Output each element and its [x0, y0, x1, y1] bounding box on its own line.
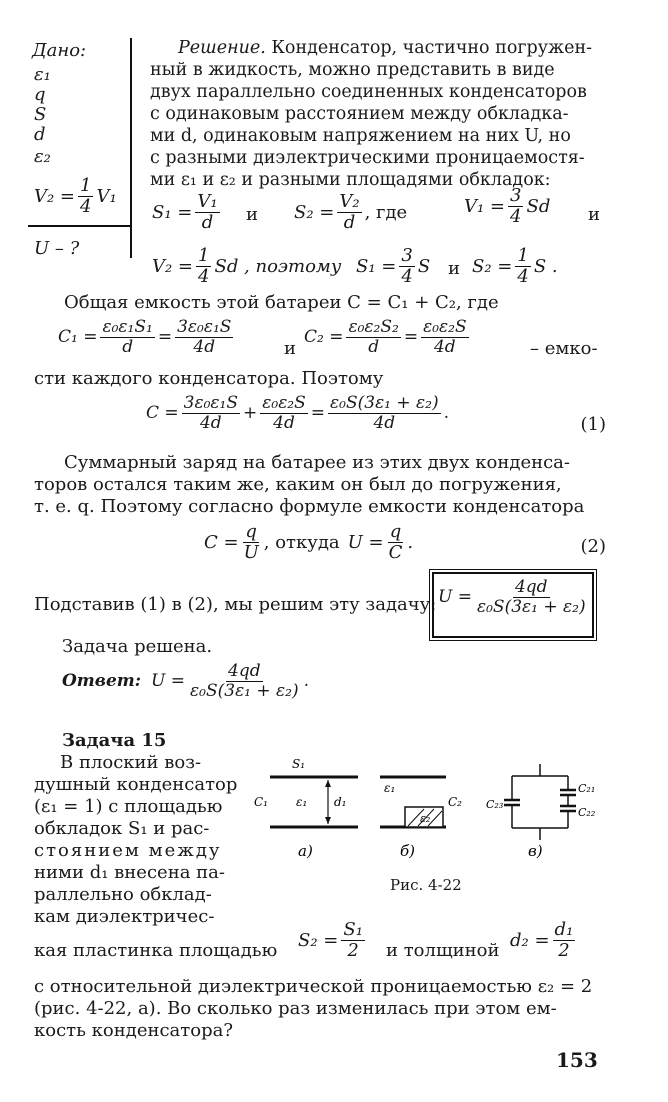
a-s1-label: S₁	[292, 757, 306, 771]
given-item: q	[34, 84, 46, 105]
solution-line-4: с одинаковым расстоянием между обкладка-	[150, 104, 569, 124]
given-header: Дано:	[32, 40, 87, 61]
figure-c	[486, 764, 595, 860]
a-c1-label: C₁	[254, 795, 268, 809]
task-line: (ε₁ = 1) с площадью	[34, 796, 223, 817]
result-line: Подставив (1) в (2), мы решим эту задачу:	[34, 594, 437, 615]
figure-caption: Рис. 4-22	[390, 876, 462, 894]
formula-v1: V₁ = $\frac{3}{4}$ Sd	[464, 185, 551, 227]
c-c21-label: C₂₁	[578, 782, 596, 795]
page-number: 153	[556, 1048, 598, 1072]
formula-c1: C₁ = $\frac{\text{ε₀ε₁S₁}}{d}$ = $\frac{\text{3ε₀ε₁S}}{4d}$	[58, 317, 232, 357]
task-line: кам диэлектричес-	[34, 906, 215, 927]
result-formula: U = $\frac{4qd}{\text{ε₀S(3ε₁ + ε₂)}}$	[438, 577, 586, 617]
solution-line-5: ми d, одинаковым напряжением на них U, но	[150, 126, 571, 146]
formula-d2-task: d₂ = $\frac{\text{d₁}}{2}$	[510, 919, 574, 961]
formula-s2-task: S₂ = $\frac{\text{S₁}}{2}$	[298, 919, 363, 961]
solution-line-3: двух параллельно соединенных конденсаторов	[150, 82, 587, 102]
charge-line-1: Суммарный заряд на батарее из этих двух конденса-	[64, 452, 570, 473]
solution-line-1: Решение. Конденсатор, частично погружен-	[178, 38, 593, 58]
formula-c2: C₂ = $\frac{\text{ε₀ε₂S₂}}{d}$ = $\frac{\text{ε₀ε₂S}}{4d}$	[304, 317, 467, 357]
given-item: d	[34, 124, 46, 145]
formula-c-total: C = $\frac{\text{3ε₀ε₁S}}{4d}$ + $\frac{\text{ε₀ε₂S}}{4d}$ = $\frac{\text{ε₀S(3ε₁ + ε₂)}}{4d}$ .	[146, 393, 450, 433]
task-line: обкладок S₁ и рас-	[34, 818, 210, 839]
solution-line-2: ный в жидкость, можно представить в виде	[150, 60, 555, 80]
text-capacity-tail: – емко-	[530, 338, 598, 359]
task-line: стоянием между	[34, 840, 222, 861]
formula-v2: V₂ = $\frac{1}{4}$ Sd , поэтому	[152, 245, 342, 287]
charge-line-3: т. е. q. Поэтому согласно формуле емкости конденсатора	[34, 496, 585, 517]
formula-s1-result: S₁ = $\frac{3}{4}$ S	[356, 245, 431, 287]
figure-4-22	[250, 752, 610, 872]
equation-number-1: (1)	[580, 414, 606, 435]
a-e1-label: ε₁	[296, 795, 308, 809]
task-cont-1b: и толщиной	[386, 940, 500, 961]
given-find: U – ?	[34, 238, 80, 259]
answer: Ответ: U = $\frac{4qd}{\text{ε₀S(3ε₁ + ε₂)}}$ .	[62, 661, 310, 701]
solved-text: Задача решена.	[62, 636, 213, 657]
charge-line-2: торов остался таким же, каким он был до погружения,	[34, 474, 562, 495]
a-label: а)	[298, 842, 313, 860]
given-vertical-rule	[130, 38, 132, 258]
solution-line-7: ми ε₁ и ε₂ и разными площадями обкладок:	[150, 170, 551, 190]
given-v2-formula: V₂ = $\frac{1}{4}$ V₁	[34, 175, 117, 217]
figure-a	[254, 757, 358, 860]
figure-b	[380, 777, 462, 860]
c-c23-label: C₂₃	[486, 798, 504, 811]
given-divider	[28, 225, 132, 227]
b-e1-label: ε₁	[384, 781, 396, 795]
task-cont-3: (рис. 4-22, а). Во сколько раз изменилась при этом ем-	[34, 998, 557, 1019]
given-item: ε₂	[34, 146, 51, 167]
text-and: и	[448, 258, 460, 279]
c-c22-label: C₂₂	[578, 806, 596, 819]
given-item: S	[34, 104, 47, 125]
task-line: ними d₁ внесена па-	[34, 862, 225, 883]
total-line-2: сти каждого конденсатора. Поэтому	[34, 368, 384, 389]
total-line: Общая емкость этой батареи C = C₁ + C₂, где	[64, 292, 499, 313]
formula-s2: S₂ = $\frac{\text{V₂}}{d}$ , где	[294, 191, 408, 233]
text-and: и	[246, 204, 258, 225]
b-c2-label: C₂	[448, 795, 462, 809]
task-cont-1a: кая пластинка площадью	[34, 940, 278, 961]
task-line: душный конденсатор	[34, 774, 238, 795]
b-label: б)	[400, 842, 416, 860]
task-cont-2: с относительной диэлектрической проницаемостью ε₂ = 2	[34, 976, 593, 997]
b-e2-label: ε₂	[420, 812, 431, 825]
c-label: в)	[528, 842, 543, 860]
solution-line-6: с разными диэлектрическими проницаемостя-	[150, 148, 585, 168]
a-d1-label: d₁	[334, 795, 347, 809]
task-line: В плоский воз-	[60, 752, 202, 773]
text-and: и	[588, 204, 600, 225]
task-line: раллельно обклад-	[34, 884, 212, 905]
formula-s2-result: S₂ = $\frac{1}{4}$ S .	[472, 245, 558, 287]
formula-s1: S₁ = $\frac{\text{V₁}}{d}$	[152, 191, 218, 233]
task-title: Задача 15	[62, 730, 167, 751]
task-cont-4: кость конденсатора?	[34, 1020, 233, 1041]
formula-c-q-u: C = $\frac{q}{U}$ , откуда U = $\frac{q}{C}$ .	[204, 521, 414, 563]
equation-number-2: (2)	[580, 536, 606, 557]
given-item: ε₁	[34, 64, 51, 85]
text-and: и	[284, 338, 296, 359]
